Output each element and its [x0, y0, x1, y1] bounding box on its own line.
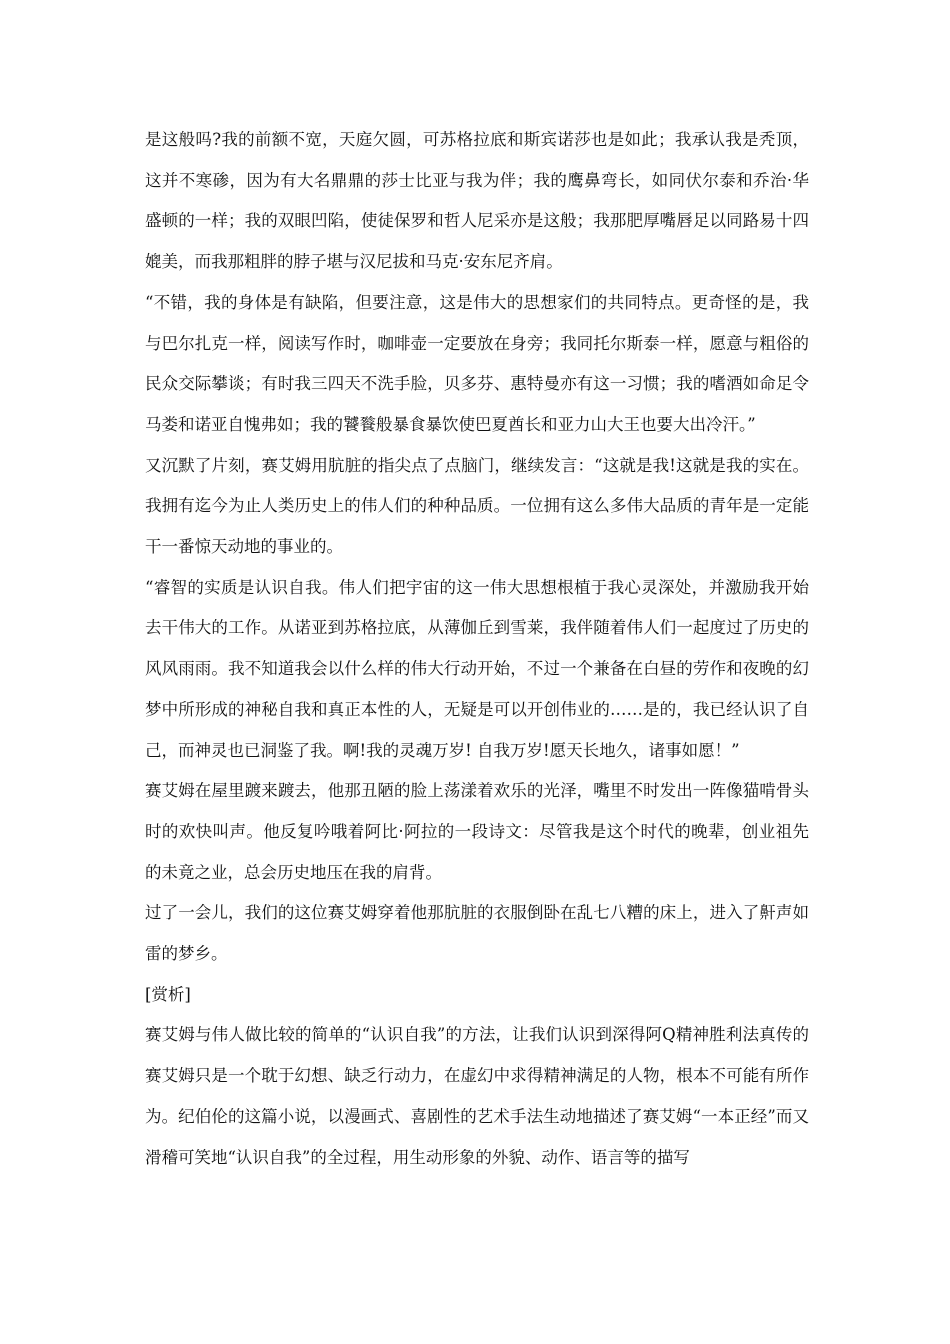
- paragraph-appearance-comparison: 是这般吗?我的前额不宽，天庭欠圆，可苏格拉底和斯宾诺莎也是如此；我承认我是秃顶，这并不寒碜，因为有大名鼎鼎的莎士比亚与我为伴；我的鹰鼻弯长，如同伏尔泰和乔治·华盛顿的一样；我的双眼凹陷，使徒保罗和哲人尼采亦是这般；我那肥厚嘴唇足以同路易十四媲美，而我那粗胖的脖子堪与汉尼拔和马克·安东尼齐肩。: [145, 130, 809, 272]
- section-heading-appreciation: [赏析]: [145, 984, 191, 1004]
- paragraph-appreciation: 赛艾姆与伟人做比较的简单的“认识自我”的方法，让我们认识到深得阿Q精神胜利法真传的赛艾姆只是一个耽于幻想、缺乏行动力，在虚幻中求得精神满足的人物，根本不可能有所作为。纪伯伦的这篇小说，以漫画式、喜剧性的艺术手法生动地描述了赛艾姆“一本正经”而又滑稽可笑地“认识自我”的全过程，用生动形象的外貌、动作、语言等的描写: [145, 1025, 809, 1167]
- paragraph-falls-asleep: 过了一会儿，我们的这位赛艾姆穿着他那肮脏的衣服倒卧在乱七八糟的床上，进入了鼾声如雷的梦乡。: [145, 903, 809, 964]
- document-body: [145, 120, 809, 1178]
- paragraph-body-defects: “不错，我的身体是有缺陷，但要注意，这是伟大的思想家们的共同特点。更奇怪的是，我与巴尔扎克一样，阅读写作时，咖啡壶一定要放在身旁；我同托尔斯泰一样，愿意与粗俗的民众交际攀谈；有时我三四天不洗手脸，贝多芬、惠特曼亦有这一习惯；我的嗜酒如命足令马娄和诺亚自愧弗如；我的饕餮般暴食暴饮使巴夏酋长和亚力山大王也要大出冷汗。”: [145, 292, 809, 434]
- paragraph-know-thyself: “睿智的实质是认识自我。伟人们把宇宙的这一伟大思想根植于我心灵深处，并激励我开始去干伟大的工作。从诺亚到苏格拉底，从薄伽丘到雪莱，我伴随着伟人们一起度过了历史的风风雨雨。我不知道我会以什么样的伟大行动开始，不过一个兼备在白昼的劳作和夜晚的幻梦中所形成的神秘自我和真正本性的人，无疑是可以开创伟业的……是的，我已经认识了自己，而神灵也已洞鉴了我。啊!我的灵魂万岁! 自我万岁!愿天长地久，诸事如愿！”: [145, 577, 809, 760]
- paragraph-this-is-me: 又沉默了片刻，赛艾姆用肮脏的指尖点了点脑门，继续发言：“这就是我!这就是我的实在。我拥有迄今为止人类历史上的伟人们的种种品质。一位拥有这么多伟大品质的青年是一定能干一番惊天动地的事业的。: [145, 455, 809, 557]
- paragraph-pacing-room: 赛艾姆在屋里踱来踱去，他那丑陋的脸上荡漾着欢乐的光泽，嘴里不时发出一阵像猫啃骨头时的欢快叫声。他反复吟哦着阿比·阿拉的一段诗文：尽管我是这个时代的晚辈，创业祖先的未竟之业，总会历史地压在我的肩背。: [145, 781, 809, 882]
